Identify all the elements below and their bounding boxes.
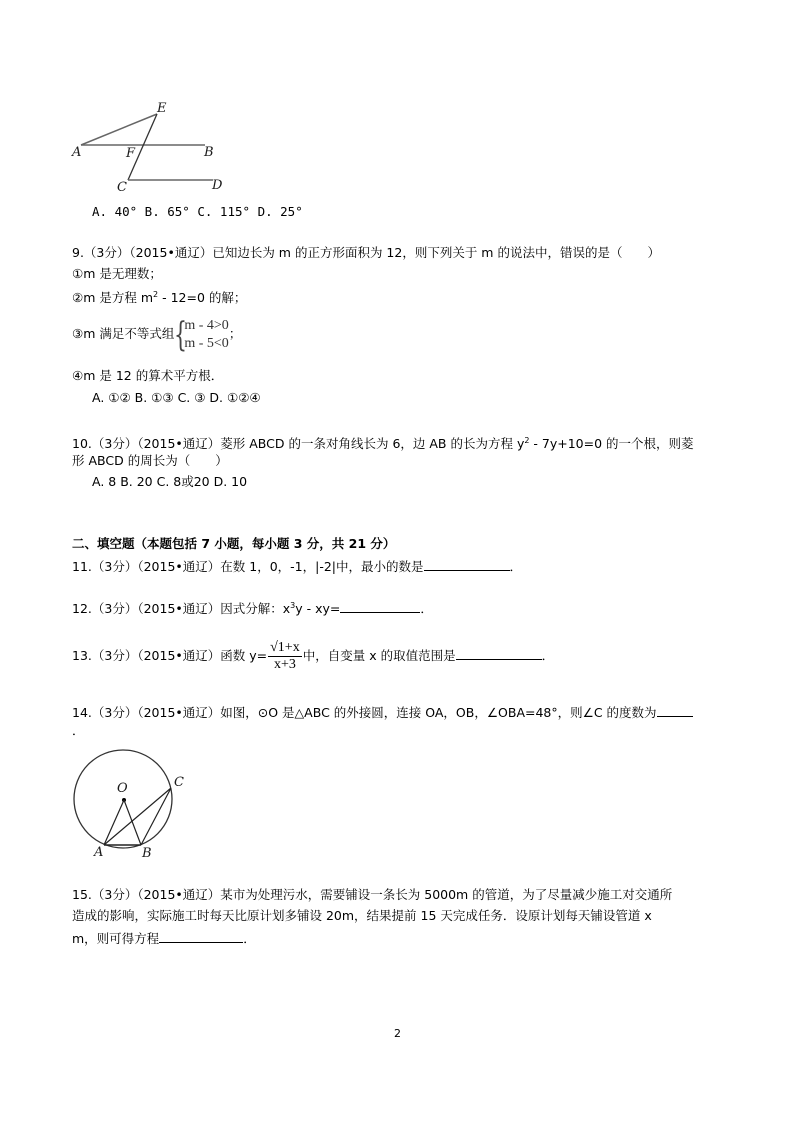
q9-item-2-exponent: 2 (153, 290, 159, 299)
segment-OB (124, 800, 141, 845)
q14-text: 14.（3分）（2015•通辽）如图，⊙O 是△ABC 的外接圆，连接 OA，OB，∠OBA=48°，则∠C 的度数为 (72, 705, 657, 720)
q14 (72, 703, 693, 721)
q12-answer-blank[interactable] (340, 599, 420, 613)
q13-answer-blank[interactable] (456, 646, 542, 660)
q13-suffix: 中，自变量 x 的取值范围是 (302, 648, 456, 663)
q13-end: ． (541, 648, 555, 663)
q15-line-2: 造成的影响，实际施工时每天比原计划多铺设 20m，结果提前 15 天完成任务．设原计划每天铺设管道 x (72, 908, 652, 923)
q10-line-1-suffix: - 7y+10=0 的一个根，则菱 (529, 436, 694, 451)
q12-prefix: 12.（3分）（2015•通辽）因式分解：x (72, 601, 291, 616)
q12-suffix: y - xy= (295, 601, 341, 616)
q15-answer-blank[interactable] (159, 929, 243, 943)
q9-options: A. ①② B. ①③ C. ③ D. ①②④ (92, 390, 261, 405)
q14-answer-blank[interactable] (657, 703, 693, 717)
q10-line-2: 形 ABCD 的周长为（ ） (72, 453, 228, 468)
q14-circle-figure (0, 740, 220, 870)
q9-item-2-prefix: ②m 是方程 m (72, 290, 154, 305)
q15-line-3 (72, 929, 256, 947)
label-B: B (142, 846, 152, 861)
label-F: F (126, 146, 136, 161)
q10-options: A. 8 B. 20 C. 8或20 D. 10 (92, 474, 248, 489)
label-A: A (72, 145, 82, 160)
inequality-2: m - 5<0 (184, 335, 229, 351)
q10-exponent: 2 (524, 436, 530, 445)
label-O: O (117, 781, 128, 796)
q13-prefix: 13.（3分）（2015•通辽）函数 y= (72, 648, 268, 663)
label-A: A (94, 845, 104, 860)
q10-line-1 (72, 433, 694, 452)
q9-item-4: ④m 是 12 的算术平方根． (72, 368, 224, 383)
q9-item-3-prefix: ③m 满足不等式组 (72, 326, 175, 341)
q15-line-3-text: m，则可得方程 (72, 931, 160, 946)
q9-item-2-suffix: - 12=0 的解； (158, 290, 247, 305)
label-E: E (157, 101, 167, 116)
segment-BC (141, 788, 171, 845)
q9-stem: 9.（3分）（2015•通辽）已知边长为 m 的正方形面积为 12，则下列关于 m 的说法中，错误的是（ ） (72, 245, 660, 260)
q13 (72, 638, 554, 674)
q11-end: ． (509, 559, 523, 574)
page-number: 2 (394, 1027, 401, 1040)
q15-line-1: 15.（3分）（2015•通辽）某市为处理污水，需要铺设一条长为 5000m 的管道，为了尽量减少施工对交通所 (72, 887, 673, 902)
label-D: D (212, 178, 223, 193)
q11 (72, 557, 522, 575)
q12 (72, 598, 433, 617)
q8-options: A. 40° B. 65° C. 115° D. 25° (92, 204, 303, 219)
q11-text: 11.（3分）（2015•通辽）在数 1，0，-1，|-2|中，最小的数是 (72, 559, 424, 574)
q12-end: ． (420, 601, 433, 616)
q9-item-3-suffix: ； (228, 326, 242, 341)
inequality-1: m - 4>0 (184, 317, 229, 333)
q8-geometry-figure (0, 0, 794, 200)
q13-fraction (268, 640, 302, 673)
q9-item-1: ①m 是无理数； (72, 266, 162, 281)
q13-numerator: √1+x (270, 640, 300, 655)
label-C: C (117, 180, 127, 195)
q15-end: ． (243, 931, 256, 946)
q13-denominator: x+3 (273, 657, 296, 672)
q14-end: ． (72, 723, 85, 738)
q11-answer-blank[interactable] (424, 557, 510, 571)
segment-OA (104, 800, 124, 845)
q9-item-2 (72, 287, 246, 306)
label-C: C (174, 775, 184, 790)
brace-icon: { (174, 314, 188, 355)
q9-item-3 (72, 315, 241, 353)
inequality-system (174, 314, 229, 355)
q12-exponent: 3 (290, 601, 296, 610)
section-title-fill-in: 二、填空题（本题包括 7 小题，每小题 3 分，共 21 分） (72, 536, 396, 551)
q10-line-1-prefix: 10.（3分）（2015•通辽）菱形 ABCD 的一条对角线长为 6，边 AB 的长为方程 y (72, 436, 525, 451)
label-B: B (204, 145, 214, 160)
